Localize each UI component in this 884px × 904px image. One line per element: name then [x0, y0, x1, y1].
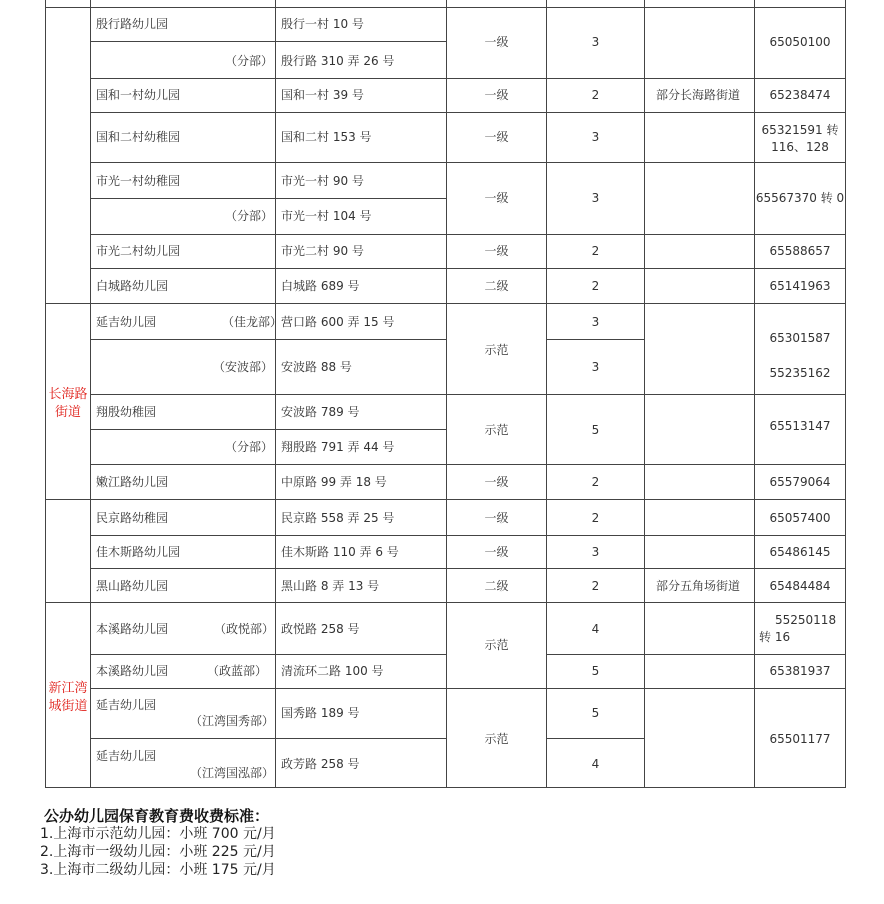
kindergarten-branch: （江湾国秀部）: [190, 714, 275, 728]
level-value: 二级: [484, 279, 509, 293]
class-count: 5: [591, 423, 600, 437]
phone-number: 55250118: [775, 613, 837, 627]
level-value: 一级: [484, 475, 509, 489]
fee-standard-item: 1.上海市示范幼儿园：小班 700 元/月: [40, 826, 276, 842]
service-area-note: 部分长海路街道: [656, 88, 741, 102]
level-value: 一级: [484, 244, 509, 258]
class-count: 4: [591, 622, 600, 636]
class-count: 4: [591, 757, 600, 771]
kindergarten-name: 延吉幼儿园: [96, 315, 157, 329]
kindergarten-name: 佳木斯路幼儿园: [96, 545, 181, 559]
phone-number: 65567370 转 0: [755, 191, 845, 205]
level-value: 二级: [484, 579, 509, 593]
kindergarten-branch: （分部）: [225, 209, 274, 223]
fee-standard-item: 2.上海市一级幼儿园：小班 225 元/月: [40, 844, 276, 860]
level-value: 示范: [484, 423, 509, 437]
class-count: 3: [591, 130, 600, 144]
kindergarten-name: 国和一村幼儿园: [96, 88, 181, 102]
service-area-note: 部分五角场街道: [656, 579, 741, 593]
address: 中原路 99 弄 18 号: [281, 475, 387, 489]
class-count: 3: [591, 545, 600, 559]
phone-number: 65484484: [769, 579, 831, 593]
kindergarten-name: 殷行路幼儿园: [96, 17, 169, 31]
kindergarten-branch: （政悦部）: [214, 622, 275, 636]
phone-number: 65588657: [769, 244, 831, 258]
phone-number: 65579064: [769, 475, 831, 489]
kindergarten-name: 延吉幼儿园: [96, 749, 157, 763]
address: 营口路 600 弄 15 号: [281, 315, 395, 329]
level-value: 一级: [484, 191, 509, 205]
address: 市光一村 104 号: [281, 209, 372, 223]
level-value: 一级: [484, 130, 509, 144]
class-count: 2: [591, 475, 600, 489]
kindergarten-name: 黑山路幼儿园: [96, 579, 169, 593]
address: 政悦路 258 号: [281, 622, 360, 636]
address: 国和二村 153 号: [281, 130, 372, 144]
class-count: 2: [591, 244, 600, 258]
address: 翔殷路 791 弄 44 号: [281, 440, 395, 454]
kindergarten-name: 国和二村幼稚园: [96, 130, 181, 144]
address: 国秀路 189 号: [281, 706, 360, 720]
class-count: 2: [591, 579, 600, 593]
phone-number: 65238474: [769, 88, 831, 102]
address: 殷行一村 10 号: [281, 17, 364, 31]
kindergarten-name: 白城路幼儿园: [96, 279, 169, 293]
district-label: 新江湾 城街道: [48, 681, 88, 714]
kindergarten-name: 本溪路幼儿园: [96, 664, 169, 678]
fee-standard-title: 公办幼儿园保育教育费收费标准：: [44, 807, 270, 825]
level-value: 一级: [484, 35, 509, 49]
phone-number: 65141963: [769, 279, 831, 293]
class-count: 2: [591, 279, 600, 293]
phone-number: 65301587: [769, 331, 831, 345]
address: 政芳路 258 号: [281, 757, 360, 771]
kindergarten-branch: （分部）: [225, 440, 274, 454]
level-value: 一级: [484, 88, 509, 102]
address: 清流环二路 100 号: [281, 664, 384, 678]
address: 国和一村 39 号: [281, 88, 364, 102]
kindergarten-branch: （佳龙部）: [222, 315, 283, 329]
fee-standard-item: 3.上海市二级幼儿园：小班 175 元/月: [40, 862, 276, 878]
kindergarten-branch: （江湾国泓部）: [190, 766, 275, 780]
kindergarten-name: 民京路幼稚园: [96, 511, 169, 525]
class-count: 3: [591, 191, 600, 205]
address: 佳木斯路 110 弄 6 号: [281, 545, 399, 559]
address: 民京路 558 弄 25 号: [281, 511, 395, 525]
class-count: 3: [591, 35, 600, 49]
phone-number: 转 16: [759, 630, 791, 644]
phone-number: 65321591 转: [761, 123, 839, 137]
kindergarten-name: 市光一村幼稚园: [96, 174, 181, 188]
address: 安波路 789 号: [281, 405, 360, 419]
phone-number: 65050100: [769, 35, 831, 49]
phone-number: 65501177: [769, 732, 831, 746]
level-value: 一级: [484, 545, 509, 559]
kindergarten-name: 嫩江路幼儿园: [96, 475, 169, 489]
phone-number: 65513147: [769, 419, 831, 433]
address: 市光一村 90 号: [281, 174, 364, 188]
class-count: 5: [591, 706, 600, 720]
level-value: 示范: [484, 343, 509, 357]
kindergarten-branch: （安波部）: [213, 360, 274, 374]
address: 殷行路 310 弄 26 号: [281, 54, 395, 68]
phone-number: 65486145: [769, 545, 831, 559]
kindergarten-name: 本溪路幼儿园: [96, 622, 169, 636]
kindergarten-name: 延吉幼儿园: [96, 698, 157, 712]
address: 安波路 88 号: [281, 360, 352, 374]
class-count: 3: [591, 315, 600, 329]
phone-number: 65381937: [769, 664, 831, 678]
class-count: 5: [591, 664, 600, 678]
kindergarten-branch: （政蓝部）: [207, 664, 268, 678]
class-count: 2: [591, 88, 600, 102]
class-count: 3: [591, 360, 600, 374]
class-count: 2: [591, 511, 600, 525]
address: 白城路 689 号: [281, 279, 360, 293]
kindergarten-name: 翔殷幼稚园: [96, 405, 157, 419]
address: 黑山路 8 弄 13 号: [281, 579, 380, 593]
phone-number: 65057400: [769, 511, 831, 525]
phone-number: 55235162: [769, 366, 831, 380]
level-value: 示范: [484, 732, 509, 746]
level-value: 一级: [484, 511, 509, 525]
phone-number: 116、128: [771, 140, 829, 154]
district-label: 长海路 街道: [48, 387, 88, 420]
level-value: 示范: [484, 638, 509, 652]
address: 市光二村 90 号: [281, 244, 364, 258]
kindergarten-branch: （分部）: [225, 54, 274, 68]
kindergarten-name: 市光二村幼儿园: [96, 244, 181, 258]
